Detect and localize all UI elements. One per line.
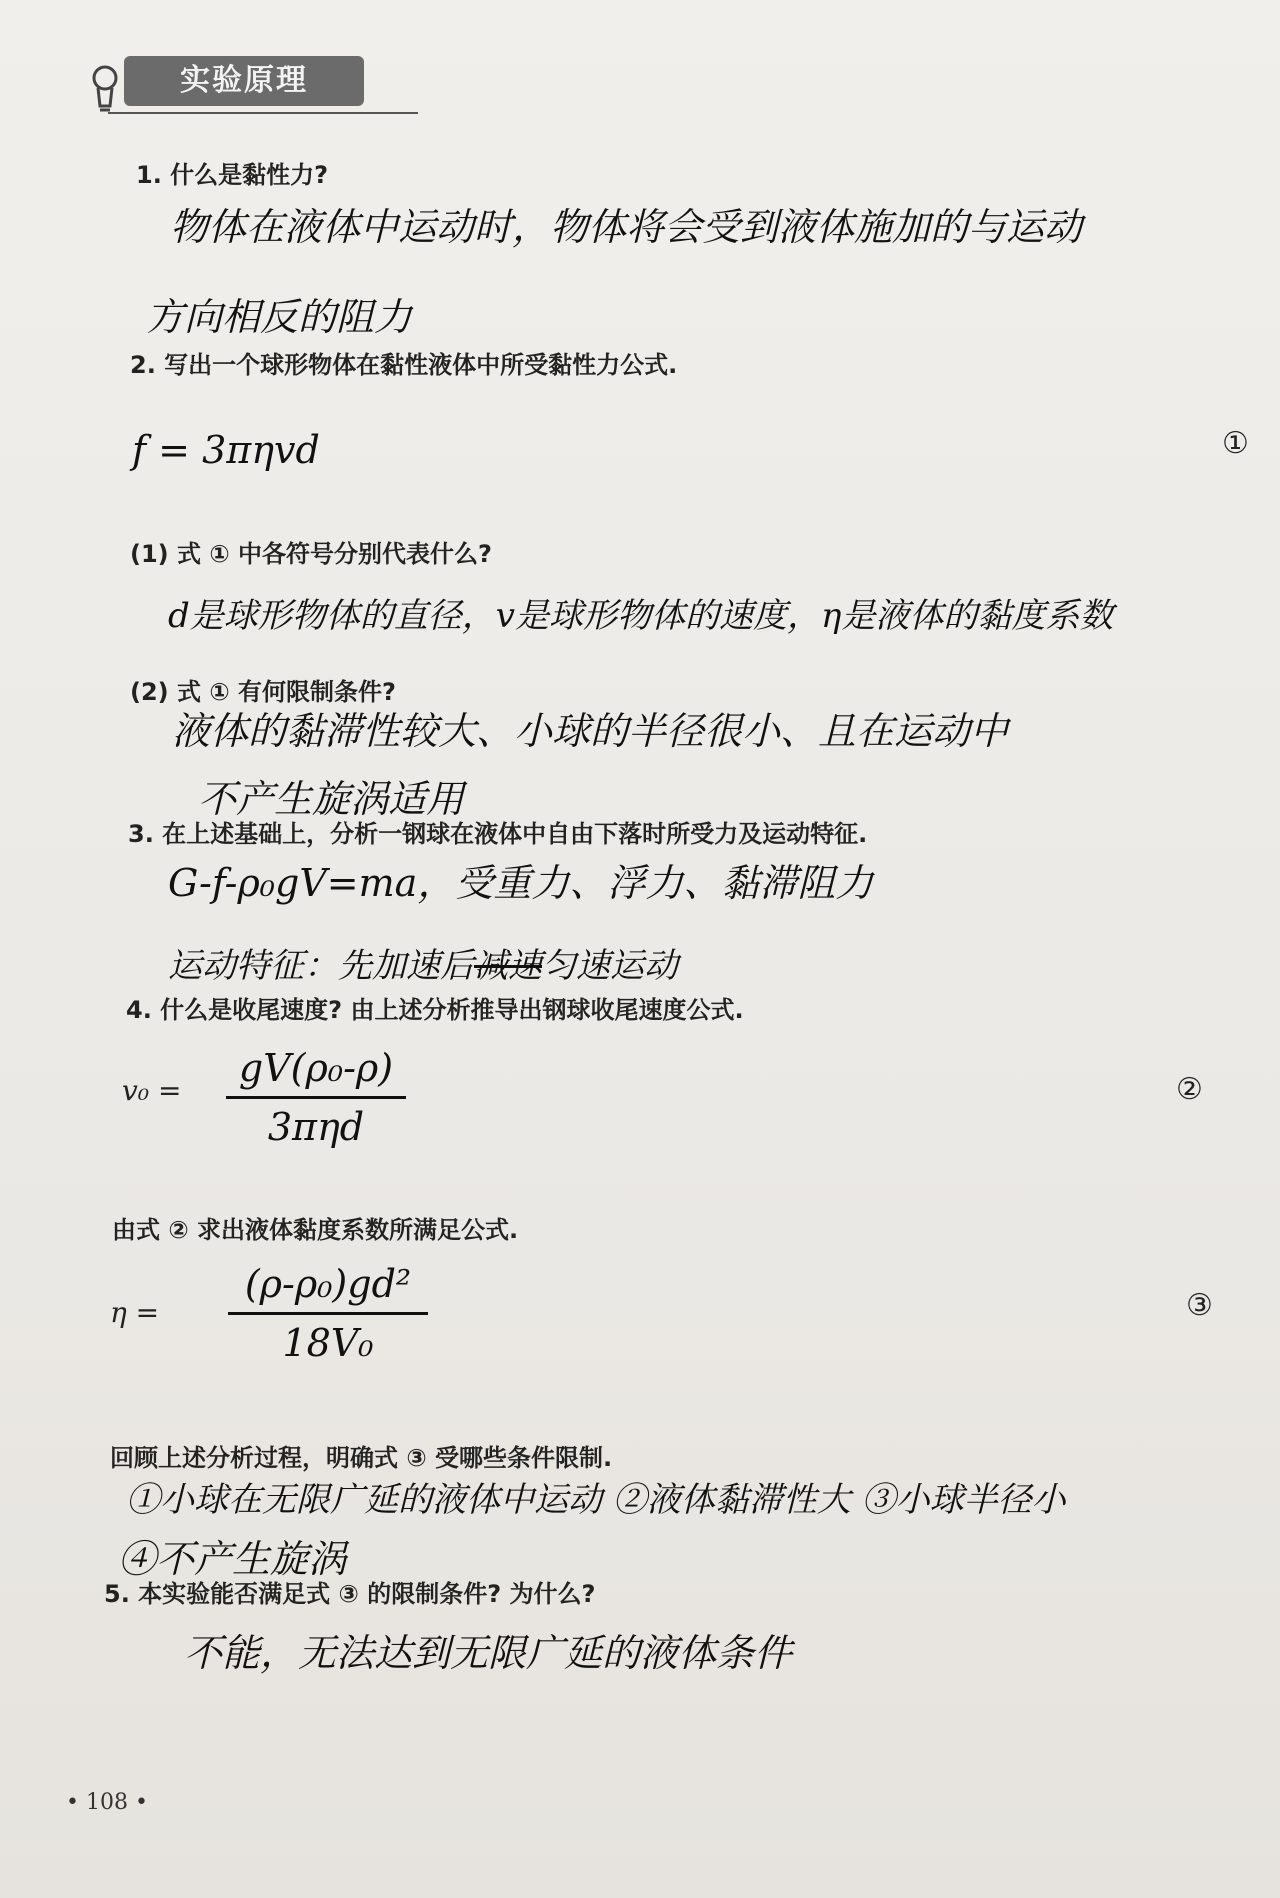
answer-2-sub2-line1: 液体的黏滞性较大、小球的半径很小、且在运动中	[172, 709, 1009, 753]
answer-2-sub1: d是球形物体的直径，v是球形物体的速度，η是液体的黏度系数	[168, 596, 1114, 636]
question-4: 4. 什么是收尾速度? 由上述分析推导出钢球收尾速度公式.	[126, 996, 744, 1024]
eta-numerator: (ρ-ρ₀)gd²	[244, 1262, 412, 1306]
page-number: • 108 •	[66, 1790, 148, 1815]
eta-label: η =	[110, 1296, 160, 1329]
equation-label-3: ③	[1186, 1288, 1213, 1323]
eta-denominator: 18V₀	[282, 1321, 374, 1365]
question-5: 5. 本实验能否满足式 ③ 的限制条件? 为什么?	[104, 1580, 596, 1608]
eta-fraction	[228, 1260, 428, 1367]
fraction-bar	[226, 1096, 406, 1099]
review-answer-line2: ④不产生旋涡	[118, 1537, 347, 1581]
answer-1-line2: 方向相反的阻力	[146, 295, 413, 339]
answer-5: 不能，无法达到无限广延的液体条件	[184, 1631, 793, 1675]
fraction-bar	[228, 1312, 428, 1315]
equation-label-1: ①	[1222, 426, 1249, 461]
struck-text: 减速	[474, 946, 542, 986]
review-question: 回顾上述分析过程，明确式 ③ 受哪些条件限制.	[110, 1444, 613, 1472]
v0-numerator: gV(ρ₀-ρ)	[238, 1046, 394, 1090]
question-3: 3. 在上述基础上，分析一钢球在液体中自由下落时所受力及运动特征.	[128, 820, 868, 848]
answer-1-line1: 物体在液体中运动时，物体将会受到液体施加的与运动	[170, 205, 1083, 249]
answer-3-line2: 运动特征：先加速后减速匀速运动	[168, 946, 678, 986]
lightbulb-icon	[88, 62, 126, 118]
eta-intro: 由式 ② 求出液体黏度系数所满足公式.	[112, 1216, 519, 1244]
question-2-sub2: (2) 式 ① 有何限制条件?	[130, 678, 396, 706]
formula-1: f = 3πηvd	[132, 428, 320, 472]
answer-3-line1: G-f-ρ₀gV=ma，受重力、浮力、黏滞阻力	[168, 861, 874, 905]
question-1: 1. 什么是黏性力?	[136, 161, 329, 189]
v0-fraction	[226, 1044, 406, 1151]
v0-label: v₀ =	[122, 1074, 182, 1107]
v0-denominator: 3πηd	[267, 1105, 365, 1149]
section-title: 实验原理	[124, 56, 364, 106]
equation-label-2: ②	[1176, 1072, 1203, 1107]
question-2-sub1: (1) 式 ① 中各符号分别代表什么?	[130, 540, 492, 568]
answer-2-sub2-line2: 不产生旋涡适用	[198, 777, 465, 821]
header-divider	[108, 112, 418, 114]
section-header	[88, 48, 368, 128]
question-2: 2. 写出一个球形物体在黏性液体中所受黏性力公式.	[130, 351, 678, 379]
review-answer-line1: ①小球在无限广延的液体中运动 ②液体黏滞性大 ③小球半径小	[126, 1480, 1066, 1520]
